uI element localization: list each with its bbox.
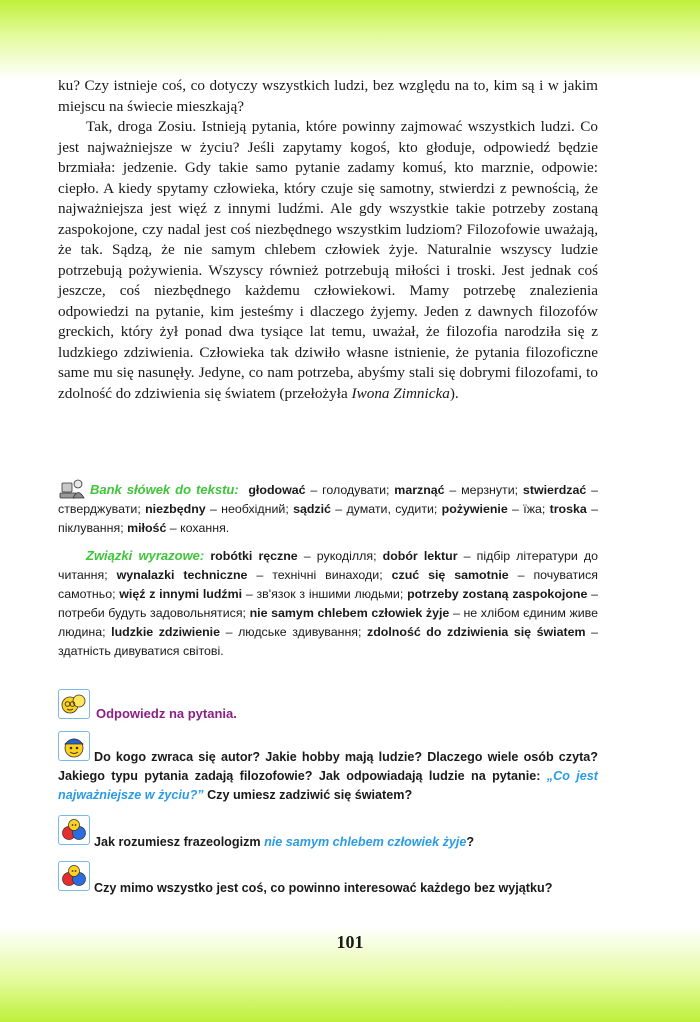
vocab-entry: miłość – кохання. <box>127 521 230 535</box>
phrase-entry: czuć się samotnie – почуватися самотньо; <box>58 568 598 601</box>
vocab-entry: stwierdzać – стверджувати; <box>58 483 599 516</box>
top-green-band <box>0 0 700 80</box>
paragraph-2 <box>58 117 598 404</box>
phrase-entry: zdolność do zdziwienia się światem – здатність дивуватися світові. <box>58 625 599 658</box>
vocabulary-heading: Bank słówek do tekstu: <box>90 482 239 497</box>
phrase-entry: ludzkie zdziwienie – людське здивування; <box>111 625 368 639</box>
question-1: Do kogo zwraca się autor? Jakie hobby mają ludzie? Dlaczego wiele osób czyta? Jakiego typu pytania zadają filozofowie? Jak odpowiadają ludzie na pytanie: „Co jest najważniejsze w życiu?” Czy umiesz zadziwić się światem? <box>58 750 599 802</box>
phrase-entry: potrzeby zostaną zaspokojone – потреби будуть задовольнятися; <box>58 587 599 620</box>
phrase-entry: dobór lektur – підбір літератури до читання; <box>58 549 599 582</box>
person-at-computer-icon <box>58 478 86 500</box>
vocabulary-bank <box>58 478 598 538</box>
answer-instruction: Odpowiedz na pytania. <box>96 706 237 721</box>
question-2: Jak rozumiesz frazeologizm nie samym chlebem człowiek żyje? <box>94 835 475 849</box>
phrases-heading: Związki wyrazowe: <box>86 548 205 563</box>
phrase-entry: robótki ręczne – рукоділля; <box>210 549 383 563</box>
page-number: 101 <box>336 932 364 952</box>
paragraph-1: ku? Czy istnieje coś, co dotyczy wszystkich ludzi, bez względu na to, kim są i w jakim miejscu na świecie mieszkają? <box>58 77 598 115</box>
paragraph-2-end: ). <box>449 384 459 402</box>
question-2-phrase: nie samym chlebem człowiek żyje <box>264 835 467 849</box>
translator-name: Iwona Zimnicka <box>351 384 450 402</box>
vocab-entry: troska – піклування; <box>58 502 598 535</box>
vocab-entry: niezbędny – необхідний; <box>145 502 294 516</box>
vocab-entry: marznąć – мерзнути; <box>394 483 523 497</box>
question-1-quote: „Co jest najważniejsze w życiu?” <box>58 769 599 802</box>
faces-icon <box>58 689 90 719</box>
vocab-entry: sądzić – думати, судити; <box>293 502 442 516</box>
vocab-entry: głodować – голодувати; <box>248 483 395 497</box>
vocabulary-section <box>58 478 598 661</box>
question-3: Czy mimo wszystko jest coś, co powinno interesować każdego bez wyjątku? <box>94 881 553 895</box>
phrase-entry: nie samym chlebem człowiek żyje – не хлібом єдиним живе людина; <box>58 606 599 639</box>
main-text <box>58 76 598 404</box>
phrase-entry: więź z innymi ludźmi – зв'язок з іншими людьми; <box>119 587 408 601</box>
word-phrases <box>58 546 598 661</box>
vocab-entry: pożywienie – їжа; <box>441 502 550 516</box>
paragraph-2-body: Tak, droga Zosiu. Istnieją pytania, które powinny zajmować wszystkich ludzi. Co jest najważniejsze w życiu? Jeśli zapytamy kogoś, kto głoduje, odpowiedź będzie brzmiała: jedzenie. Gdy takie samo pytanie zadamy komuś, kto marznie, odpowie: ciepło. A kiedy spytamy człowieka, który czuje się samotny, stwierdzi z pewnością, że najważniejsza jest więź z innymi ludźmi. Ale gdy wszystkie takie potrzeby zostaną zaspokojone, czy nadal jest coś niezbędnego wszystkim ludziom? Filozofowie uważają, że tak. Sądzą, że nie samym chlebem człowiek żyje. Naturalnie wszyscy ludzie potrzebują pożywienia. Wszyscy również potrzebują miłości i troski. Jest jednak coś jeszcze, coś niezbędnego każdemu człowiekowi. Mamy potrzebę znalezienia odpowiedzi na pytanie, kim jesteśmy i dlaczego żyjemy. Jeden z dawnych filozofów greckich, który żył ponad dwa tysiące lat temu, uważał, że filozofia narodziła się z ludzkiego zdziwienia. Człowieka tak dziwiło własne istnienie, że pytania filozoficzne same mu się nasunęły. Jedyne, co nam potrzeba, abyśmy stali się dobrymi filozofami, to zdolność do zdziwienia się światem (przełożyła <box>58 118 598 402</box>
phrase-entry: wynalazki techniczne – технічні винаходи; <box>116 568 392 582</box>
